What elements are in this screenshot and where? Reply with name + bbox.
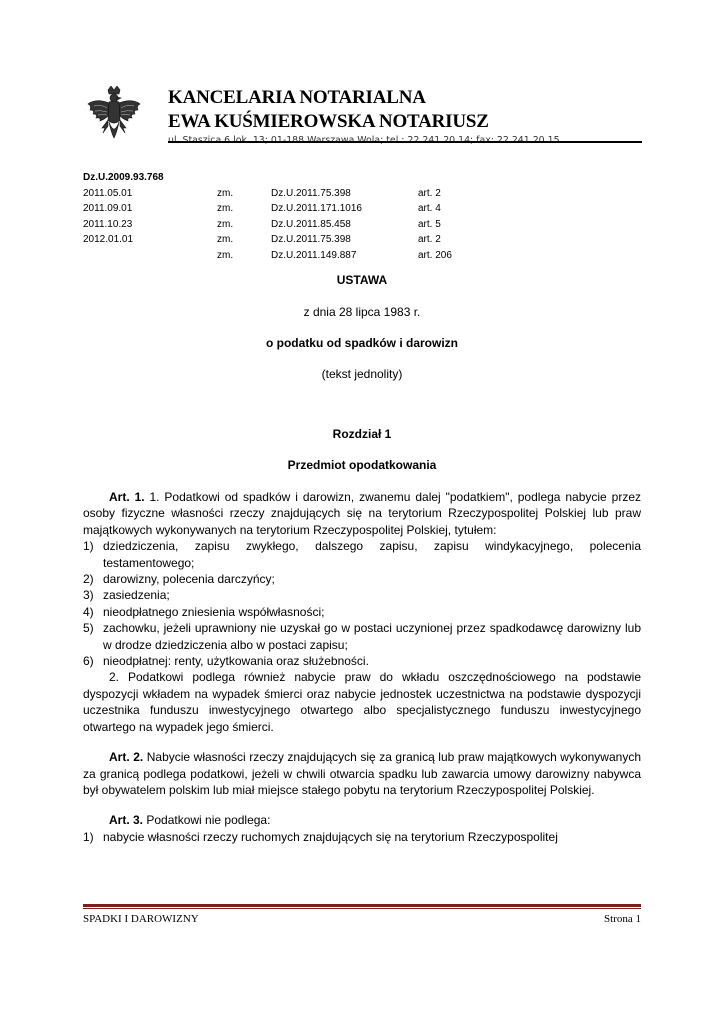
consolidated-note: (tekst jednolity) bbox=[321, 367, 403, 381]
amendment-row bbox=[83, 232, 441, 248]
eagle-emblem-icon bbox=[86, 86, 142, 148]
amendment-art: art. 206 bbox=[418, 249, 452, 261]
amendment-art: art. 2 bbox=[418, 187, 441, 199]
amendment-type: zm. bbox=[217, 218, 234, 230]
amendment-date: 2011.05.01 bbox=[83, 187, 133, 199]
amendment-row bbox=[83, 217, 441, 233]
amendment-type: zm. bbox=[217, 187, 234, 199]
art2-paragraph bbox=[83, 749, 641, 798]
journal-reference: Dz.U.2009.93.768 bbox=[83, 172, 164, 183]
amendment-ref: Dz.U.2011.171.1016 bbox=[271, 203, 362, 215]
amendment-date: 2011.09.01 bbox=[83, 203, 133, 215]
art2-text: Nabycie własności rzeczy znajdujących się za granicą lub praw majątkowych wykonywanych za granicą podlega podatkowi, jeżeli w chwili otwarcia spadku lub zawarcia umowy darowizny nabywca był obywatelem polskim lub miał miejsce stałego pobytu na terytorium Rzeczypospolitej Polskiej. bbox=[83, 750, 641, 797]
footer-rule-thin bbox=[83, 908, 641, 909]
list-item: 5) zachowku, jeżeli uprawniony nie uzyskał go w postaci uczynionej przez spadkodawcę darowizny lub w drodze dziedziczenia albo w postaci zapisu; bbox=[83, 621, 641, 652]
amendment-art: art. 2 bbox=[418, 234, 441, 246]
amendment-date: 2011.10.23 bbox=[83, 218, 133, 230]
office-name: KANCELARIA NOTARIALNA bbox=[168, 87, 426, 108]
art3-label: Art. 3. bbox=[109, 813, 144, 828]
art1-list bbox=[83, 538, 641, 669]
act-title: USTAWA bbox=[336, 273, 388, 287]
chapter-name: Przedmiot opodatkowania bbox=[287, 458, 437, 472]
footer-rule bbox=[83, 904, 641, 907]
chapter-title: Rozdział 1 bbox=[332, 427, 392, 441]
amendments-table bbox=[83, 170, 452, 264]
amendment-type: zm. bbox=[217, 234, 234, 246]
office-header bbox=[168, 86, 642, 146]
list-item: 4) nieodpłatnego zniesienia współwłasności; bbox=[83, 604, 325, 619]
notary-name: EWA KUŚMIEROWSKA NOTARIUSZ bbox=[168, 111, 489, 132]
list-item: 3) zasiedzenia; bbox=[83, 588, 170, 603]
page-number: Strona 1 bbox=[604, 913, 641, 925]
art3-paragraph bbox=[83, 812, 641, 828]
list-item: 1) nabycie własności rzeczy ruchomych znajdujących się na terytorium Rzeczypospolitej bbox=[83, 829, 558, 844]
amendment-date: 2012.01.01 bbox=[83, 234, 134, 246]
amendment-art: art. 5 bbox=[418, 218, 441, 230]
art1-paragraph-2: 2. Podatkowi podlega również nabycie praw do wkładu oszczędnościowego na podstawie dyspozycji wkładem na wypadek śmierci oraz nabycie jednostek uczestnictwa na podstawie dyspozycji uczestnika funduszu inwestycyjnego otwartego albo specjalistycznego funduszu inwestycyjnego otwartego na wypadek jego śmierci. bbox=[83, 670, 641, 734]
list-item: 2) darowizny, polecenia darczyńcy; bbox=[83, 572, 275, 587]
act-date: z dnia 28 lipca 1983 r. bbox=[303, 305, 421, 319]
list-item: 1) dziedziczenia, zapisu zwykłego, dalszego zapisu, zapisu windykacyjnego, polecenia testamentowego; bbox=[83, 539, 641, 570]
art3-text: Podatkowi nie podlega: bbox=[143, 813, 271, 828]
amendment-art: art. 4 bbox=[418, 203, 441, 215]
amendment-ref: Dz.U.2011.85.458 bbox=[271, 218, 351, 230]
amendment-ref: Dz.U.2011.75.398 bbox=[271, 234, 351, 246]
amendment-type: zm. bbox=[217, 203, 234, 215]
art3-list bbox=[83, 829, 641, 845]
art1-label: Art. 1. bbox=[109, 490, 145, 504]
footer-title: SPADKI I DAROWIZNY bbox=[83, 913, 199, 925]
header-rule bbox=[168, 141, 642, 143]
amendment-row bbox=[83, 248, 452, 264]
amendment-type: zm. bbox=[217, 249, 234, 261]
amendment-ref: Dz.U.2011.149.887 bbox=[271, 249, 357, 261]
act-subject: o podatku od spadków i darowizn bbox=[265, 336, 458, 350]
list-item: 6) nieodpłatnej: renty, użytkowania oraz służebności. bbox=[83, 654, 369, 669]
act-body bbox=[83, 489, 641, 845]
amendment-row bbox=[83, 186, 441, 202]
art1-text: 1. Podatkowi od spadków i darowizn, zwanemu dalej "podatkiem", podlega nabycie przez osoby fizyczne własności rzeczy znajdujących się na terytorium Rzeczypospolitej Polskiej lub praw majątkowych wykonywanych na terytorium Rzeczypospolitej Polskiej, tytułem: bbox=[83, 490, 641, 537]
art1-paragraph-1 bbox=[83, 489, 641, 538]
amendment-row bbox=[83, 201, 441, 217]
amendment-ref: Dz.U.2011.75.398 bbox=[271, 187, 351, 199]
art2-label: Art. 2. bbox=[109, 750, 144, 765]
